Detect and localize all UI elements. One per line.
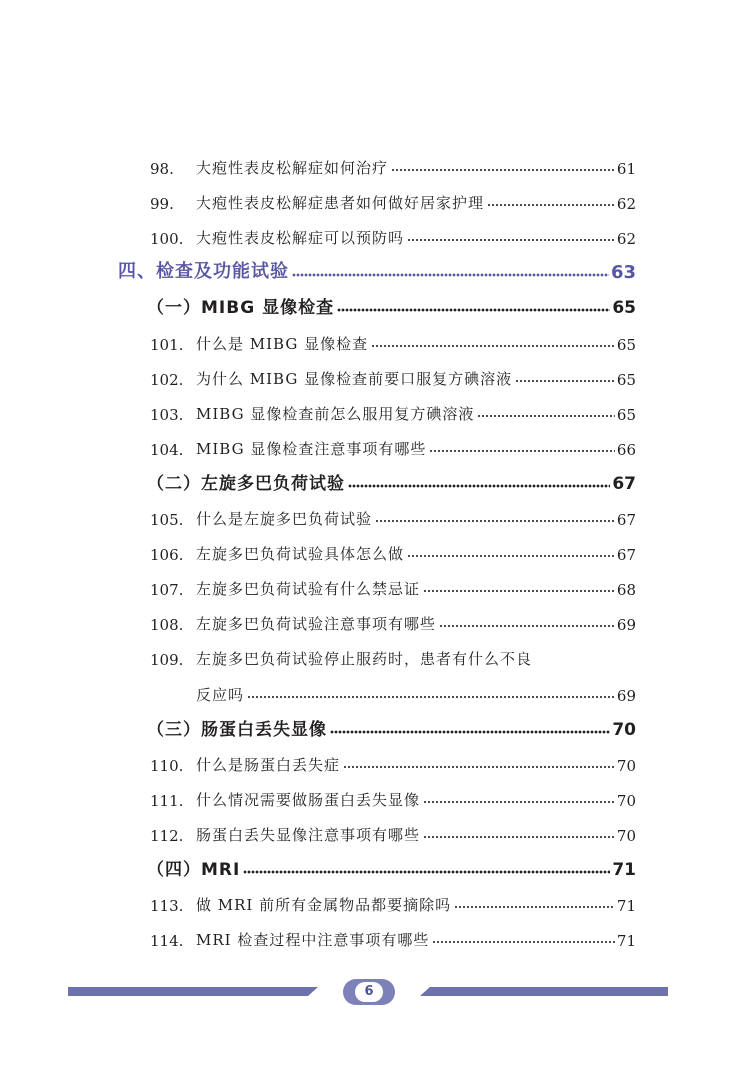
- dot-leader: [515, 379, 615, 383]
- toc-entry-title: 大疱性表皮松解症患者如何做好居家护理: [196, 194, 485, 212]
- toc-entry-title: MIBG 显像检查注意事项有哪些: [196, 440, 427, 458]
- dot-leader: [423, 800, 615, 804]
- dot-leader: [330, 729, 610, 734]
- toc-entry-title: 什么是左旋多巴负荷试验: [196, 510, 373, 528]
- toc-entry-number: 108.: [150, 616, 184, 634]
- toc-entry-title: 左旋多巴负荷试验注意事项有哪些: [196, 615, 437, 633]
- dot-leader: [292, 272, 609, 277]
- toc-entry-number: 110.: [150, 757, 184, 775]
- footer-bar-left: [68, 987, 318, 996]
- toc-entry[interactable]: [150, 501, 636, 529]
- toc-entry[interactable]: [150, 185, 636, 213]
- toc-entry-number: 107.: [150, 581, 184, 599]
- toc-page-number: 65: [612, 298, 636, 318]
- toc-entry-number: 106.: [150, 546, 184, 564]
- toc-entry-title: （二）左旋多巴负荷试验: [147, 474, 345, 494]
- dot-leader: [407, 238, 615, 242]
- toc-entry[interactable]: [150, 606, 636, 634]
- dot-leader: [375, 519, 615, 523]
- toc-page-number: 71: [612, 860, 636, 880]
- toc-entry-title: 大疱性表皮松解症如何治疗: [196, 159, 389, 177]
- toc-subsection[interactable]: [147, 290, 636, 318]
- toc-entry-title: （一）MIBG 显像检查: [147, 298, 335, 318]
- toc-entry-title: 四、检查及功能试验: [118, 261, 289, 282]
- toc-entry[interactable]: [150, 887, 636, 915]
- toc-page-number: 69: [616, 687, 636, 705]
- toc-page-number: 69: [616, 616, 636, 634]
- dot-leader: [391, 168, 615, 172]
- toc-entry-title: 肠蛋白丢失显像注意事项有哪些: [196, 826, 421, 844]
- toc-entry[interactable]: [150, 220, 636, 248]
- toc-subsection[interactable]: [147, 852, 636, 880]
- toc-entry-title: 为什么 MIBG 显像检查前要口服复方碘溶液: [196, 370, 513, 388]
- page-footer: [0, 978, 750, 1008]
- footer-bar-right: [420, 987, 668, 996]
- page-number: 6: [355, 982, 383, 1002]
- toc-entry-title: （四）MRI: [147, 860, 241, 880]
- dot-leader: [343, 765, 615, 769]
- toc-page-number: 63: [610, 262, 636, 283]
- toc-page-number: 61: [616, 160, 636, 178]
- toc-entry[interactable]: [150, 747, 636, 775]
- toc-page-number: 70: [616, 792, 636, 810]
- toc-page-number: 65: [616, 371, 636, 389]
- toc-entry-title: MIBG 显像检查前怎么服用复方碘溶液: [196, 405, 475, 423]
- toc-entry[interactable]: [150, 782, 636, 810]
- toc-entry-number: 113.: [150, 897, 184, 915]
- toc-entry-title: 什么情况需要做肠蛋白丢失显像: [196, 791, 421, 809]
- toc-entry[interactable]: [150, 817, 636, 845]
- toc-entry[interactable]: [150, 150, 636, 178]
- toc-page-number: 67: [616, 511, 636, 529]
- toc-entry-title: 左旋多巴负荷试验停止服药时，患者有什么不良: [196, 650, 533, 668]
- toc-entry-number: 101.: [150, 336, 184, 354]
- toc-entry-number: 104.: [150, 441, 184, 459]
- toc-entry[interactable]: [150, 326, 636, 354]
- toc-entry-number: 100.: [150, 230, 184, 248]
- toc-page-number: 62: [616, 195, 636, 213]
- toc-entry-number: 98.: [150, 160, 174, 178]
- dot-leader: [247, 695, 615, 699]
- toc-entry-title: 什么是 MIBG 显像检查: [196, 335, 369, 353]
- dot-leader: [454, 905, 615, 909]
- dot-leader: [429, 449, 615, 453]
- toc-page-number: 70: [616, 827, 636, 845]
- toc-page-number: 66: [616, 441, 636, 459]
- toc-entry[interactable]: [150, 431, 636, 459]
- toc-entry[interactable]: [150, 396, 636, 424]
- toc-entry-number: 109.: [150, 651, 184, 669]
- dot-leader: [487, 203, 615, 207]
- toc-entry[interactable]: [150, 641, 636, 669]
- dot-leader: [432, 940, 615, 944]
- dot-leader: [371, 344, 615, 348]
- toc-entry-title: 左旋多巴负荷试验具体怎么做: [196, 545, 405, 563]
- toc-entry-number: 112.: [150, 827, 184, 845]
- toc-entry-title: 做 MRI 前所有金属物品都要摘除吗: [196, 896, 452, 914]
- toc-page-number: 71: [616, 897, 636, 915]
- toc-page-number: 65: [616, 406, 636, 424]
- toc-entry-title: MRI 检查过程中注意事项有哪些: [196, 931, 430, 949]
- toc-page-number: 62: [616, 230, 636, 248]
- toc-page-number: 67: [612, 474, 636, 494]
- toc-entry-number: 99.: [150, 195, 174, 213]
- toc-page-number: 67: [616, 546, 636, 564]
- toc-entry-number: 103.: [150, 406, 184, 424]
- toc-section[interactable]: [118, 255, 636, 283]
- toc-entry-number: 111.: [150, 792, 184, 810]
- toc-entry-number: 114.: [150, 932, 184, 950]
- toc-page-number: 70: [616, 757, 636, 775]
- toc-page-number: 70: [612, 720, 636, 740]
- dot-leader: [423, 835, 615, 839]
- toc-page-number: 65: [616, 336, 636, 354]
- toc-subsection[interactable]: [147, 466, 636, 494]
- toc-entry-title: （三）肠蛋白丢失显像: [147, 720, 327, 740]
- toc-entry-continuation[interactable]: [196, 677, 636, 705]
- toc-entry-number: 102.: [150, 371, 184, 389]
- toc-entry-number: 105.: [150, 511, 184, 529]
- dot-leader: [348, 483, 610, 488]
- toc-entry-title: 什么是肠蛋白丢失症: [196, 756, 341, 774]
- toc-entry-title: 左旋多巴负荷试验有什么禁忌证: [196, 580, 421, 598]
- toc-page-number: 68: [616, 581, 636, 599]
- dot-leader: [423, 589, 615, 593]
- toc-entry[interactable]: [150, 536, 636, 564]
- dot-leader: [243, 869, 610, 874]
- dot-leader: [439, 624, 615, 628]
- toc-entry[interactable]: [150, 361, 636, 389]
- toc-entry-title: 大疱性表皮松解症可以预防吗: [196, 229, 405, 247]
- toc-subsection[interactable]: [147, 712, 636, 740]
- toc-entry[interactable]: [150, 922, 636, 950]
- dot-leader: [407, 554, 615, 558]
- dot-leader: [337, 307, 610, 312]
- toc-entry[interactable]: [150, 571, 636, 599]
- toc-page-number: 71: [616, 932, 636, 950]
- toc-entry-title: 反应吗: [196, 686, 245, 704]
- dot-leader: [477, 414, 615, 418]
